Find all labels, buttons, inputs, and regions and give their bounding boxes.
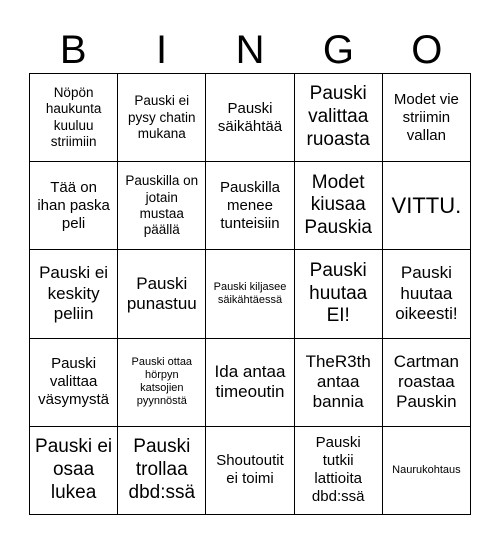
bingo-cell-text: Pauskilla menee tunteisiin (219, 178, 280, 232)
bingo-cell[interactable] (206, 74, 294, 162)
header-letter-o: O (411, 28, 443, 72)
bingo-cell-text: Naurukohtaus (392, 463, 461, 476)
header-letter-g: G (322, 28, 354, 72)
bingo-cell[interactable] (383, 74, 471, 162)
bingo-cell-text: Nöpön haukunta kuuluu striimiin (45, 85, 102, 149)
bingo-cell[interactable] (118, 427, 206, 515)
bingo-cell-text: Ida antaa timeoutin (214, 361, 286, 402)
bingo-cell[interactable] (383, 339, 471, 427)
header-letter-b: B (59, 28, 87, 72)
bingo-cell-text: Pauski tutkii lattioita dbd:ssä (311, 434, 365, 506)
bingo-cell-text: Pauski ei osaa lukea (35, 436, 113, 503)
header-letter-i: I (156, 28, 168, 72)
bingo-cell[interactable] (295, 74, 383, 162)
bingo-cell-text: Pauski kiljasee säikähtäessä (213, 280, 287, 306)
bingo-cell-text: Pauski säikähtää (217, 99, 283, 135)
header-letter-n: N (235, 28, 265, 72)
bingo-cell[interactable] (118, 162, 206, 250)
bingo-cell-text: Pauskilla on jotain mustaa päällä (125, 173, 199, 237)
bingo-cell-text: Pauski valittaa ruoasta (306, 83, 370, 150)
bingo-cell[interactable] (30, 339, 118, 427)
bingo-cell[interactable] (295, 427, 383, 515)
bingo-cell[interactable] (30, 427, 118, 515)
bingo-cell[interactable] (118, 339, 206, 427)
bingo-cell[interactable] (206, 162, 294, 250)
bingo-cell[interactable] (206, 250, 294, 338)
bingo-cell[interactable] (30, 162, 118, 250)
bingo-cell[interactable] (295, 162, 383, 250)
bingo-cell-text: Cartman roastaa Pauskin (393, 351, 459, 412)
bingo-cell[interactable] (206, 339, 294, 427)
bingo-cell[interactable] (295, 250, 383, 338)
bingo-cell-text: Pauski ottaa hörpyn katsojien pyynnöstä (131, 355, 193, 408)
bingo-cell[interactable] (383, 427, 471, 515)
bingo-cell[interactable] (118, 74, 206, 162)
bingo-cell-text: TheR3th antaa bannia (305, 351, 371, 412)
bingo-grid (29, 73, 471, 515)
bingo-cell-text: Shoutoutit ei toimi (216, 452, 284, 488)
bingo-cell[interactable] (118, 250, 206, 338)
bingo-cell-text: Pauski huutaa oikeesti! (395, 263, 458, 324)
bingo-cell-text: Pauski huutaa EI! (309, 259, 368, 327)
bingo-cell-text: Modet kiusaa Pauskia (304, 171, 372, 239)
bingo-cell[interactable] (295, 339, 383, 427)
bingo-cell[interactable] (30, 250, 118, 338)
bingo-cell[interactable] (383, 250, 471, 338)
bingo-cell-text: VITTU. (391, 192, 462, 218)
bingo-cell[interactable] (30, 74, 118, 162)
bingo-cell-text: Tää on ihan paska peli (37, 178, 110, 232)
bingo-header (29, 26, 471, 74)
bingo-cell[interactable] (383, 162, 471, 250)
bingo-cell-text: Pauski valittaa väsymystä (38, 355, 110, 409)
bingo-cell-text: Pauski punastuu (126, 273, 197, 313)
bingo-cell-text: Modet vie striimin vallan (393, 90, 459, 144)
bingo-cell-text: Pauski trollaa dbd:ssä (128, 436, 196, 503)
bingo-cell-text: Pauski ei keskity peliin (39, 263, 109, 324)
bingo-cell[interactable] (206, 427, 294, 515)
bingo-cell-text: Pauski ei pysy chatin mukana (128, 93, 196, 141)
